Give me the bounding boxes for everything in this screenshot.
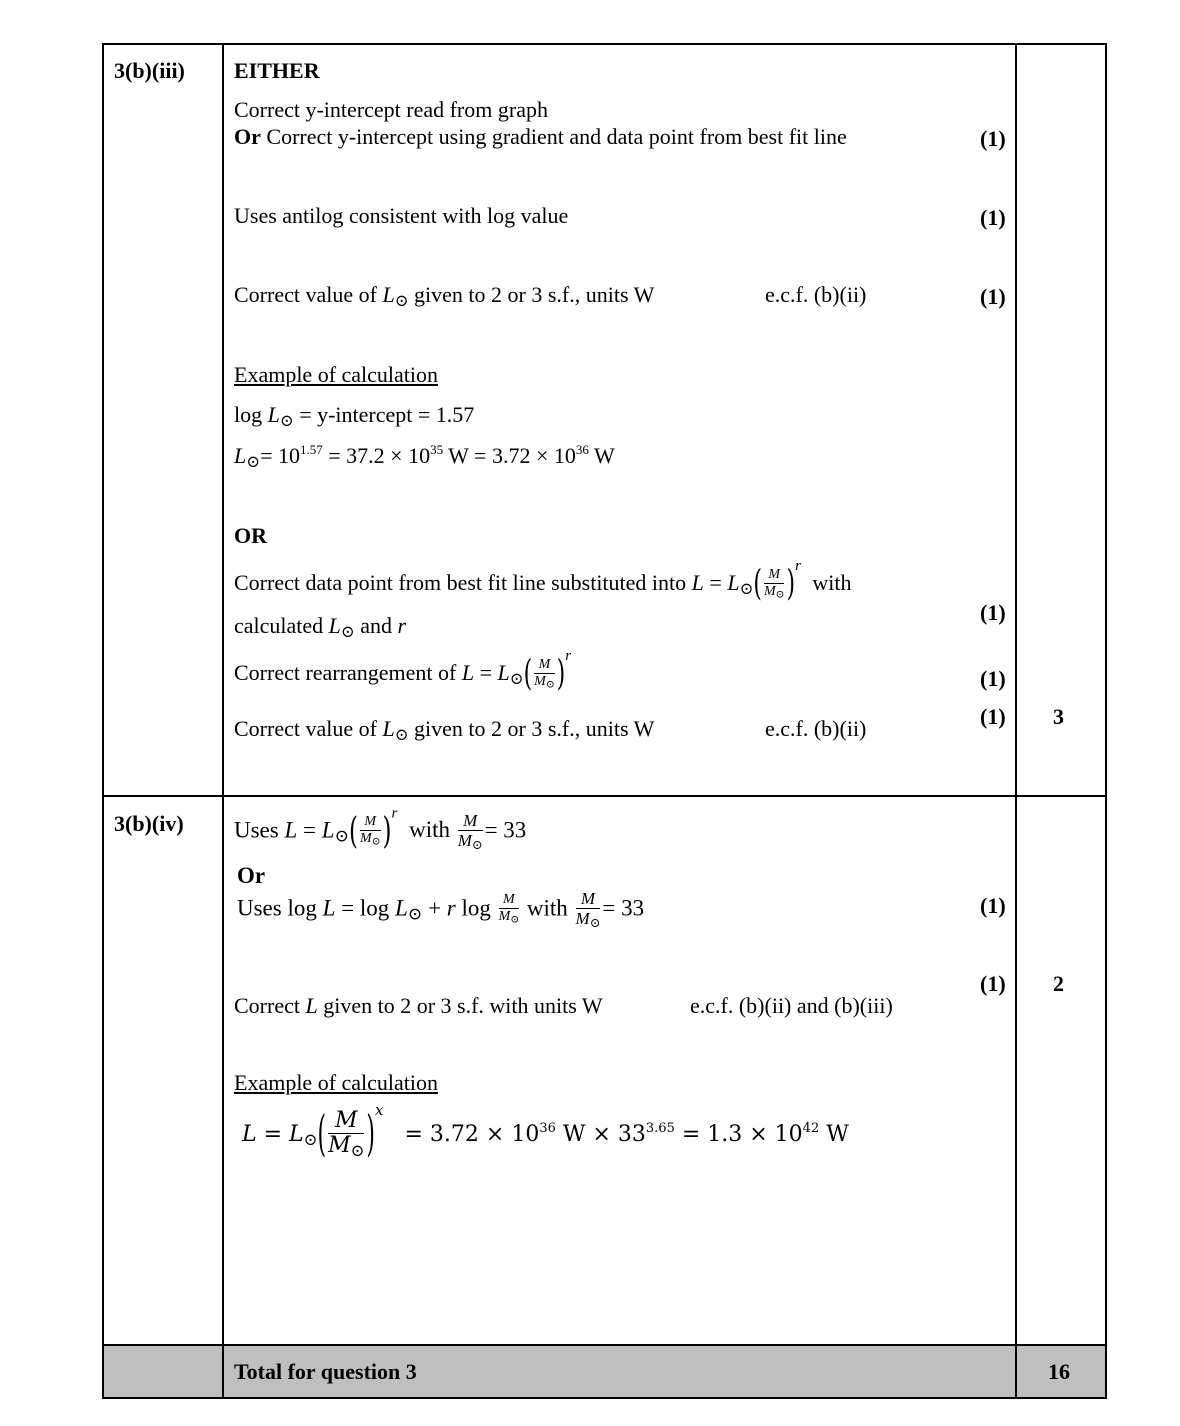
final-eq-c: = 1.3 × 10 bbox=[674, 1122, 803, 1147]
or-heading: OR bbox=[234, 523, 267, 548]
table-left-border bbox=[102, 43, 104, 1399]
rearrange-text: Correct rearrangement of bbox=[234, 660, 457, 685]
value-text-b: given to 2 or 3 s.f., units W bbox=[414, 282, 655, 307]
calc-line-2: L⊙= $10^{1.57} = 37.2 \times 10^{35}$ $W = 3.72 \times 10^{36}$ W bbox=[234, 442, 615, 472]
calc-line-2-exp1: 1.57 bbox=[300, 442, 323, 457]
uses-log-text: Uses log bbox=[237, 895, 317, 921]
example-heading: Example of calculation bbox=[234, 1070, 439, 1095]
mark-antilog: (1) bbox=[980, 205, 1006, 230]
data-point-line: Correct data point from best fit line substituted into L = L⊙( $\frac{M}{M⊙}$ )$^r$ with bbox=[234, 558, 852, 605]
calc-line-2-exp2: 35 bbox=[430, 442, 444, 457]
correct-L-a: Correct bbox=[234, 993, 300, 1018]
row-divider-2 bbox=[102, 1344, 1107, 1346]
value-text-a: Correct value of bbox=[234, 282, 377, 307]
calc-line-2-exp3: 36 bbox=[575, 442, 589, 457]
intercept-line-2-text: Correct y-intercept using gradient and data point from best fit line bbox=[266, 124, 847, 149]
table-bottom-border bbox=[102, 1397, 1107, 1399]
data-point-text: Correct data point from best fit line substituted into bbox=[234, 570, 687, 595]
final-eq-a: = 3.72 × 10 bbox=[404, 1122, 540, 1147]
example-heading: Example of calculation bbox=[234, 362, 439, 387]
calculated-line: calculated L⊙ and r bbox=[234, 613, 407, 642]
final-equation: L = L⊙( $\frac{M}{M⊙}$ )$^x = 3.72 \times 10^{36}$ $W \times 33^{3.65} = 1.3 \times 10^{42}$ W bbox=[242, 1101, 849, 1163]
value2-text-a: Correct value of bbox=[234, 716, 377, 741]
final-eq-b: W × 33 bbox=[555, 1122, 646, 1147]
value2-line: Correct value of L⊙ given to 2 or 3 s.f., units W bbox=[234, 716, 655, 745]
final-eq-d: W bbox=[819, 1122, 849, 1147]
either-heading: EITHER bbox=[234, 58, 320, 83]
mark-uses: (1) bbox=[980, 893, 1006, 918]
total-marks-3biv: 2 bbox=[1053, 971, 1064, 996]
uses-log-eq: = log bbox=[341, 895, 390, 921]
total-marks-3biii: 3 bbox=[1053, 704, 1064, 729]
intercept-or: Or bbox=[234, 124, 261, 149]
mark-value2: (1) bbox=[980, 704, 1006, 729]
question-label: 3(b)(iii) bbox=[114, 58, 185, 83]
uses-with: with bbox=[409, 817, 450, 843]
total-row-shade-left bbox=[103, 1345, 223, 1398]
final-eq-exp3: 42 bbox=[802, 1121, 820, 1136]
correct-L-line: Correct L given to 2 or 3 s.f. with units W bbox=[234, 993, 603, 1018]
calc-line-1: log L⊙ = y-intercept = 1.57 bbox=[234, 402, 475, 431]
intercept-line-1 bbox=[234, 97, 548, 123]
mark-correct-L: (1) bbox=[980, 971, 1006, 996]
calculated-text: calculated bbox=[234, 613, 324, 638]
value-line: Correct value of L⊙ given to 2 or 3 s.f., units W bbox=[234, 282, 655, 311]
value-ecf: e.c.f. (b)(ii) bbox=[765, 282, 867, 307]
row-divider-1 bbox=[102, 795, 1107, 797]
intercept-line-1-text: Correct y-intercept read from graph bbox=[234, 97, 548, 122]
col-divider-1 bbox=[222, 43, 224, 1399]
uses-eq: = 33 bbox=[484, 817, 527, 843]
calc-line-2-a: = 10 bbox=[260, 443, 300, 468]
uses-log-line: Uses log L = log L⊙ + r log $\frac{M}{M⊙}$ with $\frac{M}{M⊙}$ = 33 bbox=[237, 889, 645, 931]
total-value: 16 bbox=[1048, 1359, 1070, 1384]
value2-ecf: e.c.f. (b)(ii) bbox=[765, 716, 867, 741]
final-eq-exp2: 3.65 bbox=[645, 1121, 675, 1136]
correct-L-ecf: e.c.f. (b)(ii) and (b)(iii) bbox=[690, 993, 893, 1018]
total-label: Total for question 3 bbox=[234, 1359, 417, 1384]
data-point-with: with bbox=[812, 570, 852, 595]
value2-text-b: given to 2 or 3 s.f., units W bbox=[414, 716, 655, 741]
uses-log-plus: + bbox=[428, 895, 442, 921]
table-top-border bbox=[102, 43, 1107, 45]
calc-line-1-text: = y-intercept = 1.57 bbox=[299, 402, 475, 427]
uses-line: Uses L = L⊙( $\frac{M}{M⊙}$ )$^r$ with $\frac{M}{M⊙}$ = 33 bbox=[234, 805, 527, 853]
table-right-border bbox=[1105, 43, 1107, 1399]
calc-line-2-b: = 37.2 × 10 bbox=[328, 443, 431, 468]
intercept-line-2 bbox=[234, 124, 847, 150]
correct-L-b: given to 2 or 3 s.f. with units W bbox=[323, 993, 603, 1018]
antilog-line: Uses antilog consistent with log value bbox=[234, 203, 569, 228]
mark-data-point: (1) bbox=[980, 600, 1006, 625]
uses-log-with: with bbox=[526, 895, 568, 921]
mark-rearrange: (1) bbox=[980, 666, 1006, 691]
or-text: Or bbox=[237, 863, 266, 888]
col-divider-2 bbox=[1015, 43, 1017, 1399]
uses-log-log: log bbox=[461, 895, 491, 921]
final-eq-exp1: 36 bbox=[539, 1121, 556, 1136]
mark-intercept: (1) bbox=[980, 126, 1006, 151]
calc-line-2-d: W bbox=[588, 443, 615, 468]
question-label: 3(b)(iv) bbox=[114, 811, 184, 836]
mark-value: (1) bbox=[980, 284, 1006, 309]
uses-log-val: = 33 bbox=[602, 895, 645, 921]
uses-text: Uses bbox=[234, 817, 279, 843]
rearrange-line: Correct rearrangement of L = L⊙( $\frac{M}{M⊙}$ )$^r$ bbox=[234, 648, 572, 695]
calculated-and: and bbox=[360, 613, 393, 638]
calc-line-2-c: W = 3.72 × 10 bbox=[443, 443, 576, 468]
